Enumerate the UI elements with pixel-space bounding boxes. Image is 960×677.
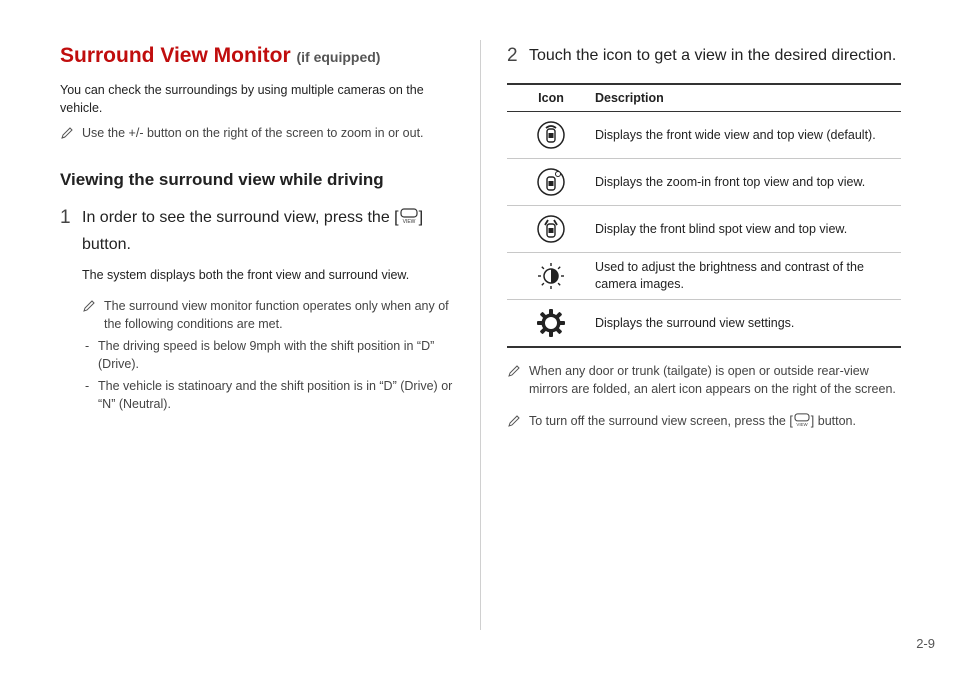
description-cell: Displays the zoom-in front top view and top view. [595,159,901,206]
table-header-row [507,84,901,112]
conditions-note [82,297,460,333]
turn-off-note [507,412,902,430]
title-text: Surround View Monitor [60,44,291,67]
zoom-note-text: Use the +/- button on the right of the screen to zoom in or out. [82,126,424,140]
step-2 [507,42,902,69]
view-button-label: VIEW [796,422,808,427]
turn-off-note-before: To turn off the surround view screen, press the [ [529,414,793,428]
section-heading: Viewing the surround view while driving [60,170,384,189]
pencil-note-icon [82,299,96,313]
zoom-note [60,124,460,142]
intro-text: You can check the surroundings by using multiple cameras on the vehicle. [60,83,424,115]
right-column [507,42,902,430]
table-row [507,159,901,206]
description-cell: Displays the front wide view and top view (default). [595,112,901,159]
front-wide-view-icon [536,120,566,150]
conditions-note-text: The surround view monitor function operates only when any of the following conditions are met. [104,298,449,331]
alert-note [507,362,902,398]
step-2-number: 2 [507,45,518,66]
description-cell: Used to adjust the brightness and contrast of the camera images. [595,253,901,300]
page-title [60,42,460,71]
table-row [507,253,901,300]
step-1-text-after: ] button. [82,209,424,253]
settings-gear-icon [536,308,566,338]
view-button-label: VIEW [402,219,416,224]
front-blind-spot-view-icon [536,214,566,244]
column-header-description: Description [595,84,901,112]
left-column [60,42,460,413]
title-suffix: (if equipped) [296,49,381,65]
step-1-body: The system displays both the front view and surround view. [82,268,410,282]
step-1 [60,204,460,258]
description-cell: Display the front blind spot view and top view. [595,206,901,253]
column-divider [480,40,481,630]
step-2-text: Touch the icon to get a view in the desired direction. [529,47,897,64]
column-header-icon: Icon [507,84,595,112]
condition-item: - The vehicle is statinoary and the shift position is in “D” (Drive) or “N” (Neutral). [85,378,453,411]
turn-off-note-after: ] button. [810,414,856,428]
pencil-note-icon [60,126,74,140]
alert-note-text: When any door or trunk (tailgate) is open or outside rear-view mirrors are folded, an alert icon appears on the right of the screen. [529,364,896,396]
pencil-note-icon [507,414,521,428]
table-row [507,206,901,253]
step-1-text-before: In order to see the surround view, press the [ [82,209,399,226]
condition-text: The driving speed is below 9mph with the shift position in “D” (Drive). [98,338,435,371]
page-number: 2-9 [916,636,935,651]
icon-table [507,83,901,348]
condition-text: The vehicle is statinoary and the shift position is in “D” (Drive) or “N” (Neutral). [98,378,453,411]
description-cell: Displays the surround view settings. [595,300,901,348]
table-row [507,112,901,159]
zoom-front-top-view-icon [536,167,566,197]
pencil-note-icon [507,364,521,378]
view-button-icon [793,413,811,427]
step-1-number: 1 [60,207,71,228]
condition-item: - The driving speed is below 9mph with the shift position in “D” (Drive). [85,338,435,371]
view-button-icon [399,208,419,224]
table-row [507,300,901,348]
brightness-contrast-icon [536,261,566,291]
